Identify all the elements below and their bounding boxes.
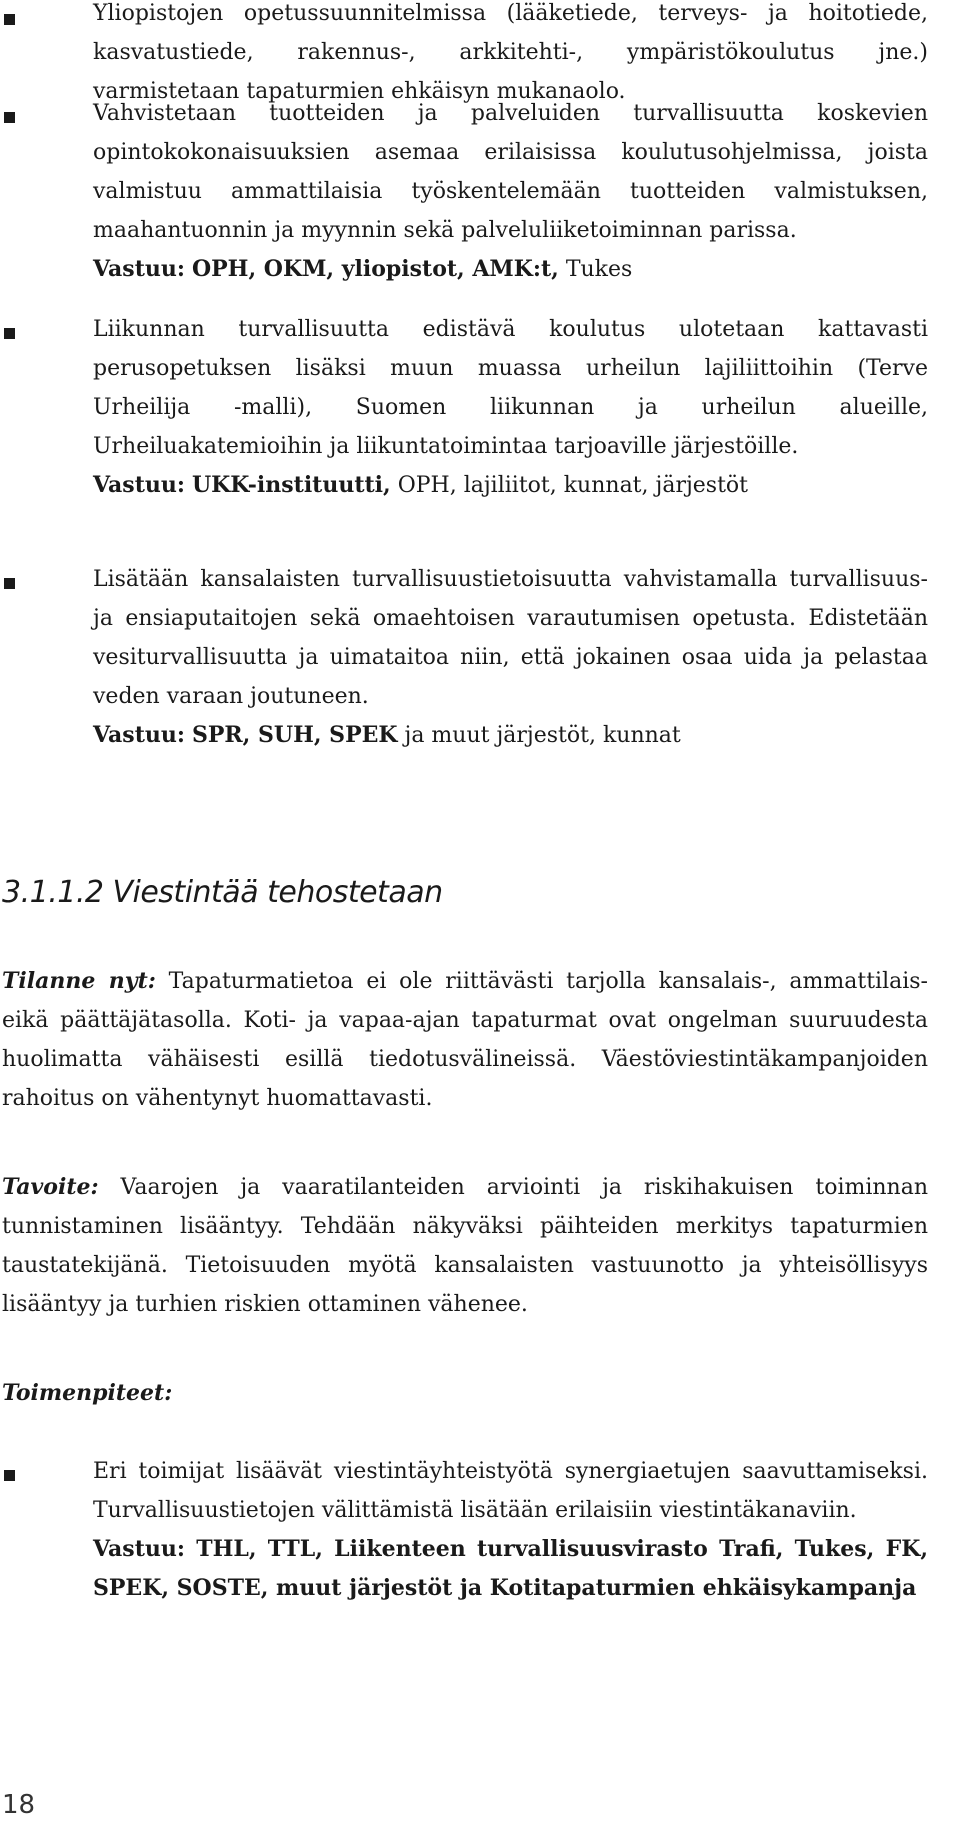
- section-heading: 3.1.1.2 Viestintää tehostetaan: [2, 875, 443, 910]
- list-item-text-block: [93, 310, 928, 505]
- responsibility-line: [93, 716, 928, 755]
- responsibility-line: [93, 250, 928, 289]
- goal-paragraph: [2, 1168, 928, 1324]
- measures-heading: [2, 1374, 928, 1413]
- goal-label: Tavoite:: [2, 1174, 99, 1200]
- responsibility-label: Vastuu:: [93, 722, 185, 748]
- goal-text: Vaarojen ja vaaratilanteiden arviointi ja riskihakuisen toiminnan tunnistaminen lisääntyy. Tehdään näkyväksi päihteiden merkitys tapaturmien taustatekijänä. Tietoisuuden myötä kansalaisten vastuunotto ja yhteisöllisyys lisääntyy ja turhien riskien ottaminen vähenee.: [2, 1175, 928, 1317]
- page-number: 18: [2, 1790, 36, 1820]
- responsibility-rest: Tukes: [565, 257, 633, 282]
- responsibility-line: [93, 466, 928, 505]
- responsibility-rest: OPH, lajiliitot, kunnat, järjestöt: [397, 473, 749, 498]
- list-item-text: Yliopistojen opetussuunnitelmissa (lääketiede, terveys- ja hoitotiede, kasvatustiede, rakennus-, arkkitehti-, ympäristökoulutus jne.) varmistetaan tapaturmien ehkäisyn mukanaolo.: [93, 1, 928, 104]
- responsibility-label: Vastuu:: [93, 256, 185, 282]
- situation-text: Tapaturmatietoa ei ole riittävästi tarjolla kansalais-, ammattilais- eikä päättäjätasolla. Koti- ja vapaa-ajan tapaturmat ovat ongelman suuruudesta huolimatta vähäisesti esillä tiedotusvälineissä. Väestöviestintäkampanjoiden rahoitus on vähentynyt huomattavasti.: [2, 969, 928, 1111]
- situation-paragraph: [2, 962, 928, 1118]
- list-item-text-block: [93, 94, 928, 289]
- situation-label: Tilanne nyt:: [2, 968, 156, 994]
- bullet-square-icon: [4, 328, 15, 339]
- responsibility-label: Vastuu:: [93, 472, 185, 498]
- list-item-text-block: [93, 1452, 928, 1608]
- bullet-square-icon: [4, 112, 15, 123]
- list-item-text: Lisätään kansalaisten turvallisuustietoisuutta vahvistamalla turvallisuus- ja ensiaputaitojen sekä omaehtoisen varautumisen opetusta. Edistetään vesiturvallisuutta ja uimataitoa niin, että jokainen osaa uida ja pelastaa veden varaan joutuneen.: [93, 567, 928, 709]
- list-item-text: Eri toimijat lisäävät viestintäyhteistyötä synergiaetujen saavuttamiseksi. Turvallisuustietojen välittämistä lisätään erilaisiin viestintäkanaviin.: [93, 1459, 928, 1523]
- responsibility-bold: OPH, OKM, yliopistot, AMK:t,: [191, 256, 559, 282]
- responsibility-bold: UKK-instituutti,: [191, 472, 391, 498]
- bullet-square-icon: [4, 578, 15, 589]
- responsibility-rest: ja muut järjestöt, kunnat: [404, 723, 681, 748]
- responsibility-line: Vastuu: THL, TTL, Liikenteen turvallisuusvirasto Trafi, Tukes, FK, SPEK, SOSTE, muut järjestöt ja Kotitapaturmien ehkäisykampanja: [93, 1536, 928, 1601]
- measures-label: Toimenpiteet:: [2, 1380, 173, 1406]
- bullet-square-icon: [4, 1470, 15, 1481]
- list-item-text-block: [93, 560, 928, 755]
- list-item-text: Vahvistetaan tuotteiden ja palveluiden turvallisuutta koskevien opintokokonaisuuksien asemaa erilaisissa koulutusohjelmissa, joista valmistuu ammattilaisia työskentelemään tuotteiden valmistuksen, maahantuonnin ja myynnin sekä palveluliiketoiminnan parissa.: [93, 101, 928, 243]
- responsibility-bold: SPR, SUH, SPEK: [191, 722, 398, 748]
- bullet-square-icon: [4, 14, 15, 25]
- list-item-text: Liikunnan turvallisuutta edistävä koulutus ulotetaan kattavasti perusopetuksen lisäksi muun muassa urheilun lajiliittoihin (Terve Urheilija -malli), Suomen liikunnan ja urheilun alueille, Urheiluakatemioihin ja liikuntatoimintaa tarjoaville järjestöille.: [93, 317, 928, 459]
